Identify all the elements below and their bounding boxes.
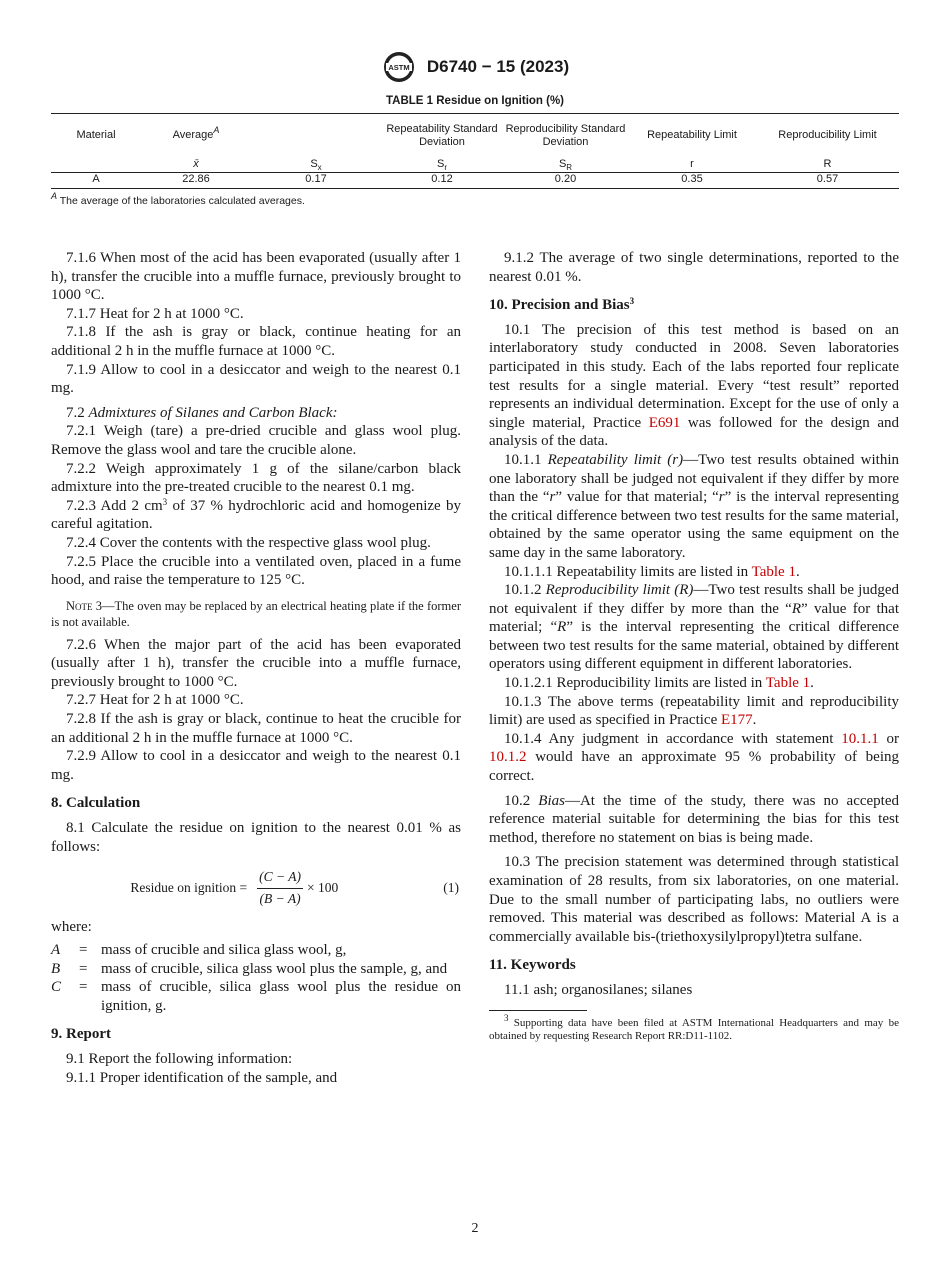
para-10-1-3: 10.1.3 The above terms (repeatability limit and reproducibility limit) are used as specified in Practice E177. [489,693,899,729]
section-heading-calculation: 8. Calculation [51,795,141,812]
table-cell: 0.20 [503,172,628,188]
para-7-2-7: 7.2.7 Heat for 2 h at 1000 °C. [66,692,244,709]
para-9-1-1: 9.1.1 Proper identification of the sample, and [66,1069,338,1086]
para-7-2-1: 7.2.1 Weigh (tare) a pre-dried crucible and glass wool plug. Remove the glass wool and tare the crucible alone. [51,423,461,458]
para-7-2-9: 7.2.9 Allow to cool in a desiccator and weigh to the nearest 0.1 mg. [51,748,461,783]
link-e691[interactable]: E691 [648,414,681,431]
para-7-1-6: 7.1.6 When most of the acid has been evaporated (usually after 1 h), transfer the crucible into a muffle furnace, previously brought to 1000 °C. [51,250,461,304]
equation-fraction [257,868,303,908]
right-column [489,249,899,1044]
left-column [51,249,461,1087]
symbol-cell: $S_R$ [503,158,628,172]
col-header-average: Average$^A$ [172,125,220,142]
where-label: where: [51,919,92,936]
document-designation: D6740 − 15 (2023) [426,57,570,76]
para-7-2-5: 7.2.5 Place the crucible into a ventilated oven, placed in a fume hood, and raise the temperature to 125 °C. [51,553,461,589]
para-10-1-1-1: 10.1.1.1 Repeatability limits are listed in Table 1. [504,563,800,580]
definition-item: A = mass of crucible and silica glass wool, g, [51,942,347,958]
table-symbol-row [51,158,899,172]
equation-lhs: Residue on ignition = [130,880,248,896]
equation-1 [51,868,461,908]
table-cell: 0.12 [381,172,503,188]
para-7-2: 7.2 Admixtures of Silanes and Carbon Black: [66,404,338,421]
col-header-blank [251,114,381,159]
para-10-1-4: 10.1.4 Any judgment in accordance with statement 10.1.1 or 10.1.2 would have an approximate 95 % probability of being correct. [489,730,900,785]
table-footnote: $^A$ The average of the laboratories calculated averages. [51,191,305,207]
footnote-3: $^3$ Supporting data have been filed at ASTM International Headquarters and may be obtained by requesting Research Report RR:D11-1102. [489,1012,899,1043]
symbol-cell: $S_r$ [381,158,503,172]
symbol-cell: $S_x$ [251,158,381,172]
note-3: Note 3—The oven may be replaced by an electrical heating plate if the former is not available. [51,598,461,629]
col-header-repeatability-limit: Repeatability Limit [647,129,737,142]
para-9-1-2: 9.1.2 The average of two single determinations, reported to the nearest 0.01 %. [489,250,899,285]
table-cell: A [51,172,141,188]
equation-denominator: (B − A) [259,890,301,906]
footnote-divider [489,1010,587,1011]
table-caption: TABLE 1 Residue on Ignition (%) [385,95,565,107]
symbol-cell: R [756,158,899,172]
table-cell: 0.35 [628,172,756,188]
variable-definitions [51,941,461,1015]
para-10-1: 10.1 The precision of this test method is based on an interlaboratory study conducted in 2008. Seven laboratories participated in this study. Each of the labs reported four replicate test results for a single material. Every “test result” reported represents an individual determination. Except for the use of only a single material, Practice E691 was followed for the design and analysis of the data. [489,321,899,450]
col-header-material: Material [76,129,116,142]
para-10-1-2-1: 10.1.2.1 Reproducibility limits are listed in Table 1. [504,675,814,692]
section-heading-report: 9. Report [51,1026,111,1043]
equation-number: (1) [443,880,459,896]
col-header-reproducibility-limit: Reproducibility Limit [778,129,877,142]
document-header [0,50,950,84]
table-cell: 0.17 [251,172,381,188]
table-header-row [51,114,899,159]
col-header-repeatability-sd: Repeatability Standard Deviation [386,122,498,148]
link-e177[interactable]: E177 [721,712,753,729]
link-10-1-1[interactable]: 10.1.1 [841,730,879,747]
table-cell: 22.86 [141,172,251,188]
col-header-reproducibility-sd: Reproducibility Standard Deviation [505,122,626,148]
symbol-cell: x̄ [141,158,251,172]
para-11-1: 11.1 ash; organosilanes; silanes [504,981,693,998]
svg-text:ASTM: ASTM [388,63,410,72]
link-table-1[interactable]: Table 1 [765,675,811,692]
astm-logo-icon [381,50,417,84]
para-9-1: 9.1 Report the following information: [66,1050,293,1067]
para-7-2-6: 7.2.6 When the major part of the acid has been evaporated (usually after 1 h), transfer the crucible into a muffle furnace, previously brought to 1000 °C. [51,636,461,690]
residue-table [51,113,899,189]
definition-item: B = mass of crucible, silica glass wool plus the sample, g, and [51,960,448,977]
section-heading-precision-bias: 10. Precision and Bias$^3$ [489,296,635,314]
para-7-2-4: 7.2.4 Cover the contents with the respective glass wool plug. [66,534,431,551]
para-10-2: 10.2 Bias—At the time of the study, there was no accepted reference material suitable for determining the bias for this test method, therefore no statement on bias is being made. [489,792,899,846]
para-7-2-2: 7.2.2 Weigh approximately 1 g of the silane/carbon black admixture into the pre-treated crucible to the nearest 0.1 mg. [51,460,461,496]
para-7-2-3: 7.2.3 Add 2 $cm^3$ of 37 % hydrochloric acid and homogenize by careful agitation. [51,496,461,533]
link-10-1-2[interactable]: 10.1.2 [489,749,527,766]
para-7-1-9: 7.1.9 Allow to cool in a desiccator and weigh to the nearest 0.1 mg. [51,361,461,397]
para-10-1-2: 10.1.2 Reproducibility limit (R)—Two test results shall be judged not equivalent if they differ by more than the “R” value for that material; “R” is the interval representing the critical difference between two test results for the same material, obtained by different operators using different equipment in different laboratories. [489,582,899,673]
equation-numerator: (C − A) [257,868,303,889]
page-number: 2 [471,1221,479,1236]
para-7-1-7: 7.1.7 Heat for 2 h at 1000 °C. [66,305,244,322]
symbol-cell: r [628,158,756,172]
para-7-1-8: 7.1.8 If the ash is gray or black, continue heating for an additional 2 h in the muffle furnace at 1000 °C. [51,324,461,359]
equation-multiplier: × 100 [307,880,339,896]
para-7-2-8: 7.2.8 If the ash is gray or black, continue to heat the crucible for an additional 2 h in the muffle furnace at 1000 °C. [51,711,461,746]
para-10-3: 10.3 The precision statement was determined through statistical examination of 28 results, from six laboratories, on one material. Due to the small number of participating labs, no outliers were removed. This material was described as follows: Material A is a commercially available bis-(triethoxysilylpropyl)tetra sulfane. [489,854,899,945]
definition-item: C = mass of crucible, silica glass wool plus the residue on ignition, g. [51,979,461,1014]
para-10-1-1: 10.1.1 Repeatability limit (r)—Two test results obtained within one laboratory shall be judged not equivalent if they differ by more than the “r” value for that material; “r” is the interval representing the critical difference between two test results for the same material, obtained by the same operator using the same equipment on the same day in the same laboratory. [489,451,900,561]
para-8-1: 8.1 Calculate the residue on ignition to the nearest 0.01 % as follows: [51,820,461,855]
table-row [51,172,899,188]
symbol-cell [51,158,141,172]
link-table-1[interactable]: Table 1 [751,563,796,580]
table-cell: 0.57 [756,172,899,188]
section-heading-keywords: 11. Keywords [489,957,576,974]
